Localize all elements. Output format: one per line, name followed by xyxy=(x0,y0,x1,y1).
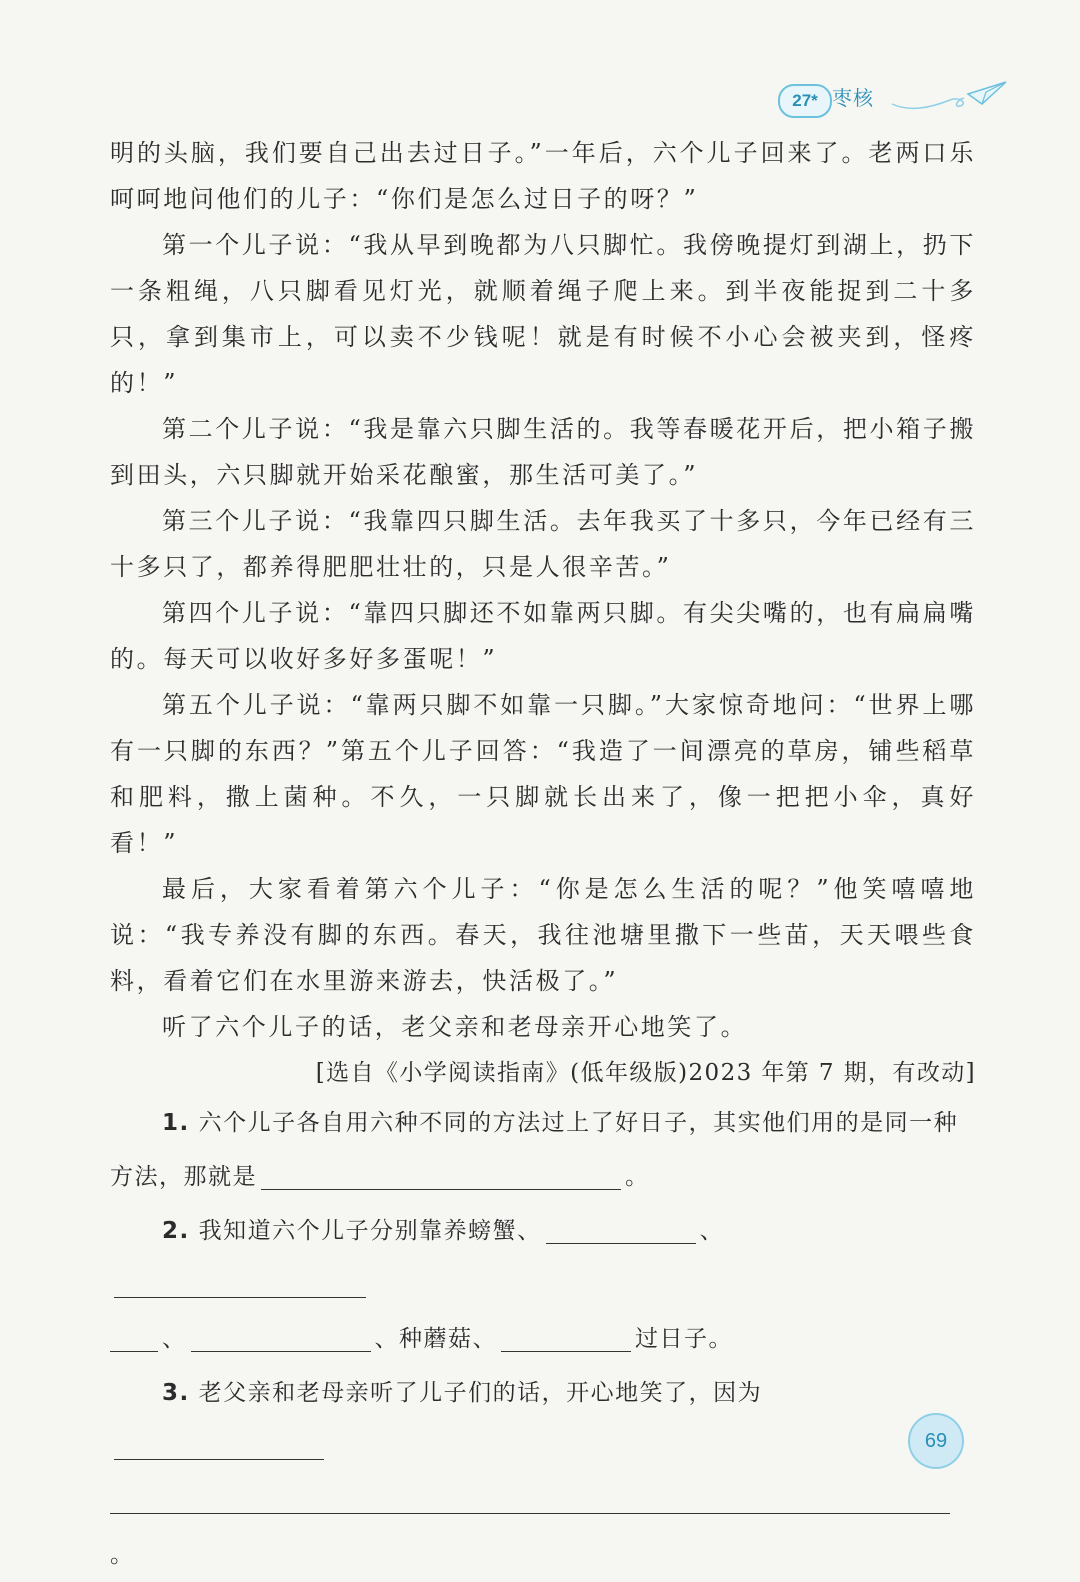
question-text: 过日子。 xyxy=(635,1326,733,1352)
story-paragraph: 最后，大家看着第六个儿子：“你是怎么生活的呢？”他笑嘻嘻地说：“我专养没有脚的东西。春天，我往池塘里撒下一些苗，天天喂些食料，看着它们在水里游来游去，快活极了。” xyxy=(110,875,976,995)
lesson-header xyxy=(770,78,1010,118)
question-text: 。 xyxy=(625,1164,650,1190)
source-citation: [选自《小学阅读指南》(低年级版)2023 年第 7 期，有改动] xyxy=(315,1060,976,1086)
page-number: 69 xyxy=(908,1413,964,1469)
story-paragraph: 第三个儿子说：“我靠四只脚生活。去年我买了十多只，今年已经有三十多只了，都养得肥肥壮壮的，只是人很辛苦。” xyxy=(110,507,976,581)
separator: 、 xyxy=(699,1218,725,1244)
paper-plane-icon xyxy=(890,78,1010,118)
answer-blank[interactable] xyxy=(110,1483,950,1514)
answer-blank[interactable] xyxy=(501,1321,631,1352)
story-body xyxy=(110,130,976,1582)
question-number: 1. xyxy=(162,1110,190,1136)
story-paragraph: 明的头脑，我们要自己出去过日子。”一年后，六个儿子回来了。老两口乐呵呵地问他们的儿子：“你们是怎么过日子的呀？” xyxy=(110,139,976,213)
question-3 xyxy=(110,1366,976,1582)
question-number: 2. xyxy=(162,1218,190,1244)
story-paragraph: 第一个儿子说：“我从早到晚都为八只脚忙。我傍晚提灯到湖上，扔下一条粗绳，八只脚看见灯光，就顺着绳子爬上来。到半夜能捉到二十多只，拿到集市上，可以卖不少钱呢！就是有时候不小心会被夹到，怪疼的！” xyxy=(110,231,976,397)
answer-blank[interactable] xyxy=(110,1321,158,1352)
story-paragraph: 听了六个儿子的话，老父亲和老母亲开心地笑了。 xyxy=(162,1013,748,1041)
question-text: 。 xyxy=(110,1542,135,1568)
answer-blank[interactable] xyxy=(546,1213,696,1244)
question-number: 3. xyxy=(162,1380,190,1406)
answer-blank[interactable] xyxy=(261,1159,621,1190)
lesson-number-badge: 27* xyxy=(778,84,832,118)
question-text: 六个儿子各自用六种不同的方法过上了好日子，其实他们用的是同一种方法，那就是 xyxy=(110,1110,959,1190)
question-text: 老父亲和老母亲听了儿子们的话，开心地笑了，因为 xyxy=(198,1380,763,1406)
question-2 xyxy=(110,1204,976,1366)
question-text: 我知道六个儿子分别靠养螃蟹、 xyxy=(198,1218,542,1244)
story-paragraph: 第二个儿子说：“我是靠六只脚生活的。我等春暖花开后，把小箱子搬到田头，六只脚就开始采花酿蜜，那生活可美了。” xyxy=(110,415,976,489)
story-paragraph: 第五个儿子说：“靠两只脚不如靠一只脚。”大家惊奇地问：“世界上哪有一只脚的东西？”第五个儿子回答：“我造了一间漂亮的草房，铺些稻草和肥料，撒上菌种。不久，一只脚就长出来了，像一把把小伞，真好看！” xyxy=(110,691,976,857)
answer-blank[interactable] xyxy=(114,1429,324,1460)
question-text: 、种蘑菇、 xyxy=(374,1326,497,1352)
answer-blank[interactable] xyxy=(114,1267,366,1298)
question-1 xyxy=(110,1096,976,1204)
lesson-title: 枣核 xyxy=(832,86,874,110)
answer-blank[interactable] xyxy=(191,1321,371,1352)
story-paragraph: 第四个儿子说：“靠四只脚还不如靠两只脚。有尖尖嘴的，也有扁扁嘴的。每天可以收好多好多蛋呢！” xyxy=(110,599,976,673)
separator: 、 xyxy=(162,1326,187,1352)
